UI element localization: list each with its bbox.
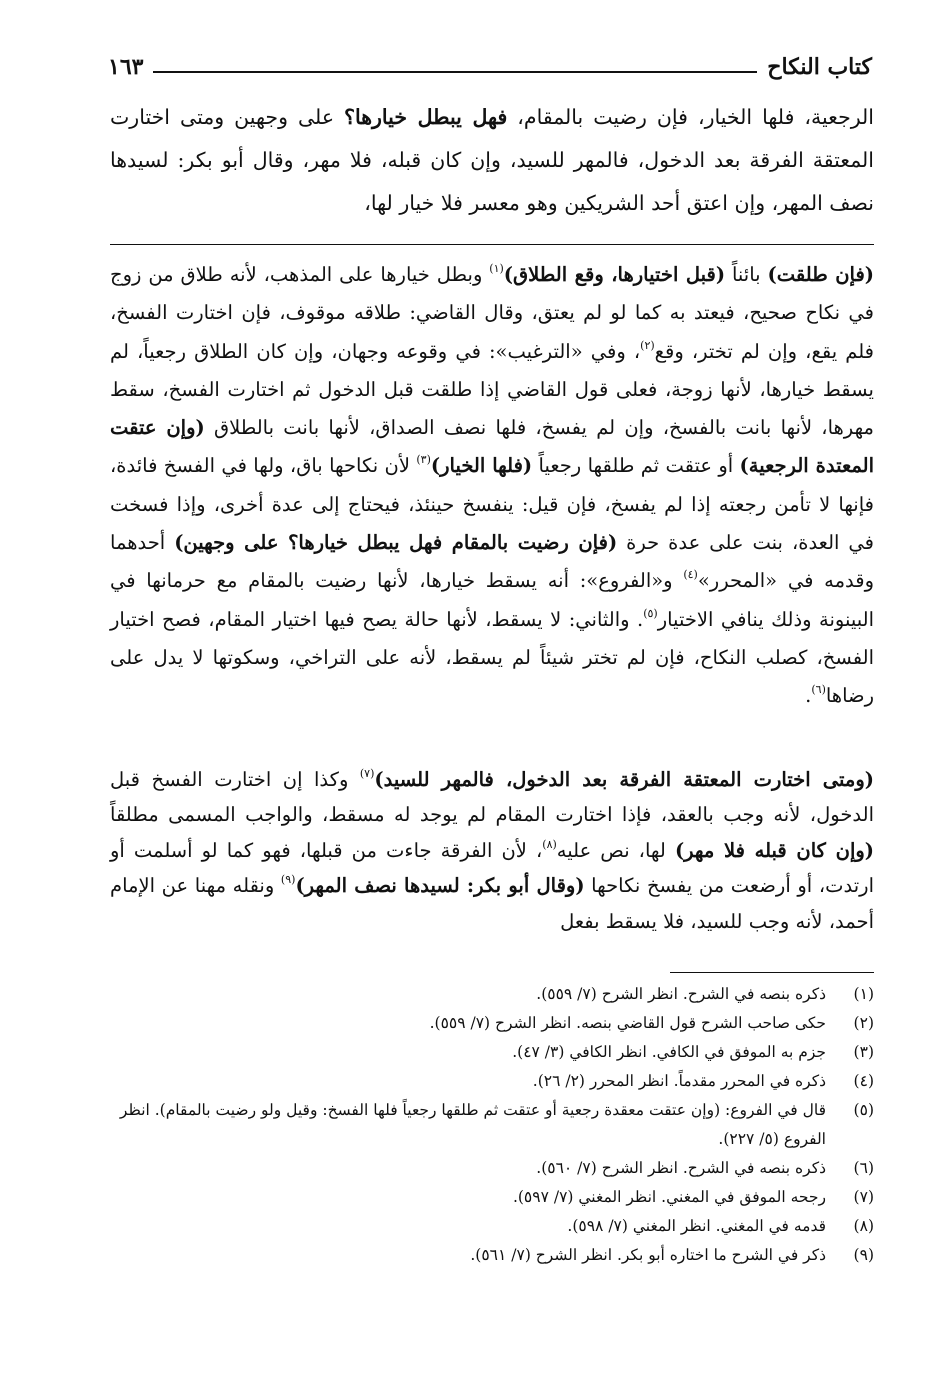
footnote-ref[interactable]: (٦)	[811, 683, 826, 697]
commentary-text: لها، نص عليه	[556, 838, 675, 862]
quoted-matn: (فلها الخيار)	[430, 454, 533, 478]
running-header	[108, 44, 872, 82]
footnote-separator	[670, 972, 874, 973]
quoted-matn: (وإن كان قبله فلا مهر)	[674, 838, 875, 862]
footnote-ref[interactable]: (٤)	[683, 568, 698, 582]
footnote-item	[110, 980, 874, 1009]
footnote-number: (٣)	[853, 1043, 874, 1061]
footnote-text: ذكره في المحرر مقدماً. انظر المحرر (٢/ ٢٦).	[532, 1072, 826, 1090]
quoted-matn: (قبل اختيارها، وقع الطلاق)	[503, 263, 726, 286]
footnote-item	[110, 1183, 874, 1212]
footnote-item	[110, 1154, 874, 1183]
quoted-matn: (ومتى اختارت المعتقة الفرقة بعد الدخول، فالمهر للسيد)	[374, 768, 874, 791]
commentary-text: ، لأن الفرقة جاءت من قبلها، فهو كما لو أسلمت أو ارتدت، أو أرضعت من يفسخ نكاحها	[110, 838, 874, 898]
footnotes	[110, 980, 874, 1270]
footnote-ref[interactable]: (٢)	[640, 338, 655, 352]
footnote-number: (١)	[853, 985, 874, 1003]
quoted-matn: (وقال أبو بكر: لسيدها نصف المهر)	[295, 874, 585, 898]
page-number: ١٦٣	[108, 54, 144, 80]
footnote-number: (٧)	[853, 1188, 874, 1206]
footnote-number: (٢)	[853, 1014, 874, 1032]
footnote-number: (٦)	[853, 1159, 874, 1177]
chapter-title: كتاب النكاح	[767, 54, 872, 80]
footnote-ref[interactable]: (٥)	[643, 606, 658, 620]
footnote-item	[110, 1212, 874, 1241]
commentary-text: . والثاني: لا يسقط، لأنها حالة يصح فيها اختيار المقام، فصح اختيار الفسخ، كصلب النكاح، فإن لم تختر شيئاً لم يسقط، لأنه على التراخي، وسكوتها لا يدل على رضاها	[110, 607, 874, 708]
footnote-ref[interactable]: (٨)	[542, 837, 557, 851]
footnote-ref[interactable]: (٣)	[416, 453, 431, 467]
commentary-text: وكذا إن اختارت الفسخ قبل الدخول، لأنه وجب بالعقد، فإذا اختارت المقام لم يوجد له مسقط، والواجب المسمى مطلقاً	[110, 768, 874, 827]
footnote-text: ذكر في الشرح ما اختاره أبو بكر. انظر الشرح (٧/ ٥٦١).	[470, 1246, 826, 1264]
matn-segment: على وجهين ومتى اختارت المعتقة الفرقة بعد الدخول، فالمهر للسيد، وإن كان قبله، فلا مهر، وقال أبو بكر: لسيدها نصف المهر، وإن اعتق أحد الشريكين وهو معسر فلا خيار لها،	[110, 105, 874, 215]
footnote-ref[interactable]: (١)	[489, 262, 504, 275]
footnote-item	[110, 1241, 874, 1270]
commentary-paragraph-2	[110, 762, 874, 939]
footnote-item	[110, 1009, 874, 1038]
footnote-text: قال في الفروع: (وإن عتقت معقدة رجعية أو عتقت ثم طلقها رجعياً فلها الفسخ: وقيل ولو رضيت بالمقام). انظر الفروع (٥/ ٢٢٧).	[119, 1101, 826, 1148]
footnote-text: جزم به الموفق في الكافي. انظر الكافي (٣/ ٤٧).	[512, 1043, 826, 1061]
footnote-item	[110, 1096, 874, 1154]
commentary-text: وبطل خيارها على المذهب، لأنه طلاق من زوج في نكاح صحيح، فيعتد به كما لو لم يعتق، وقال القاضي: طلاقه موقوف، فإن اختارت الفسخ، فلم يقع، وإن لم تختر، وقع	[110, 263, 874, 363]
footnote-text: حكى صاحب الشرح قول القاضي بنصه. انظر الشرح (٧/ ٥٥٩).	[429, 1014, 826, 1032]
footnote-number: (٩)	[853, 1246, 874, 1264]
matn-segment: الرجعية، فلها الخيار، فإن رضيت بالمقام،	[507, 105, 874, 129]
matn-text	[110, 96, 874, 225]
commentary-text: ونقله مهنا عن الإمام أحمد، لأنه وجب للسيد، فلا يسقط بفعل	[110, 874, 874, 933]
quoted-matn: (وإن عتقت المعتدة الرجعية)	[110, 416, 874, 478]
commentary-paragraph-1	[110, 256, 874, 716]
commentary-text: أحدهما وقدمه في «المحرر»	[110, 531, 874, 593]
commentary-text: لأن نكاحها باق، ولها في الفسخ فائدة، فإنها لا تأمن رجعته إذا لم يفسخ، فإن قيل: ينفسخ حينئذ، فيحتاج إلى عدة أخرى، وإذا فسخت في العدة، بنت على عدة حرة	[110, 454, 874, 555]
matn-divider	[110, 244, 874, 245]
footnote-text: رجحه الموفق في المغني. انظر المغني (٧/ ٥٩٧).	[512, 1188, 826, 1206]
footnote-number: (٥)	[853, 1101, 874, 1119]
quoted-matn: (فإن رضيت بالمقام فهل يبطل خيارها؟ على وجهين)	[174, 531, 618, 555]
matn-bold-segment: فهل يبطل خيارها؟	[344, 105, 508, 129]
footnote-number: (٤)	[853, 1072, 874, 1090]
footnote-ref[interactable]: (٩)	[280, 873, 296, 887]
footnote-text: ذكره بنصه في الشرح. انظر الشرح (٧/ ٥٦٠).	[536, 1159, 826, 1177]
commentary-text: ، وفي «الترغيب»: في وقوعه وجهان، وإن كان الطلاق رجعياً، لم يسقط خيارها، لأنها زوجة، فعلى قول القاضي إذا طلقت قبل الدخول ثم اختارت الفسخ، سقط مهرها، لأنها بانت بالفسخ، وإن لم يفسخ، فلها نصف الصداق، لأنها بانت بالطلاق	[110, 339, 875, 440]
header-rule	[153, 71, 757, 73]
quoted-matn: (فإن طلقت)	[767, 263, 875, 286]
footnote-ref[interactable]: (٧)	[359, 767, 375, 780]
commentary-text: .	[805, 684, 812, 708]
commentary-text: أو عتقت ثم طلقها رجعياً	[532, 454, 740, 478]
footnote-text: ذكره بنصه في الشرح. انظر الشرح (٧/ ٥٥٩).	[536, 985, 826, 1003]
commentary-text: و«الفروع»: أنه يسقط خيارها، لأنها رضيت بالمقام مع حرمانها في البينونة وذلك ينافي الاختيار	[110, 569, 874, 631]
footnote-number: (٨)	[853, 1217, 874, 1235]
footnote-item	[110, 1038, 874, 1067]
footnote-text: قدمه في المغني. انظر المغني (٧/ ٥٩٨).	[567, 1217, 826, 1235]
footnote-item	[110, 1067, 874, 1096]
commentary-text: بائناً	[725, 263, 768, 286]
